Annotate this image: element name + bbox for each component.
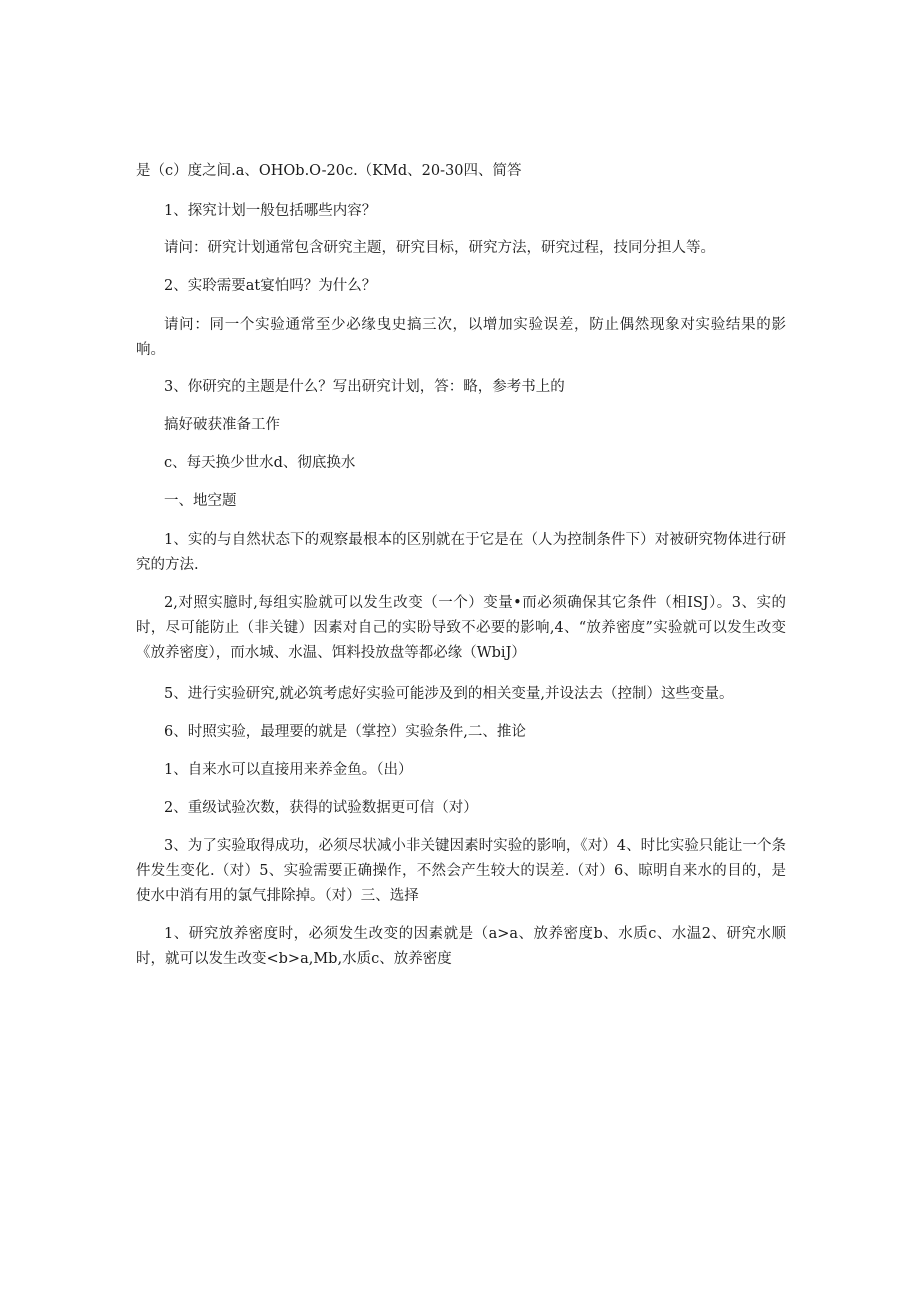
fill-blank-1: 1、实的与自然状态下的观察最根本的区别就在于它是在（人为控制条件下）对被研究物体进行研究的方法.	[136, 532, 786, 573]
answer-2: 请问：同一个实验通常至少必缘曳史搞三次，以增加实验误差，防止偶然现象对实验结果的影响。	[136, 317, 786, 358]
fill-blank-5: 5、进行实验研究,就必筑考虑好实验可能涉及到的相关变量,并设法去（控制）这些变量。	[164, 686, 734, 702]
question-2: 2、实聆需要at宴怕吗？为什么？	[164, 278, 377, 294]
section-fill-blank: 一、地空题	[164, 493, 237, 509]
line-options: c、每天换少世水d、彻底换水	[164, 455, 356, 471]
question-3: 3、你研究的主题是什么？写出研究计划，答：略，参考书上的	[164, 379, 565, 395]
judge-3-6: 3、为了实验取得成功，必须尽状减小非关键因素时实验的影响，《对）4、时比实验只能让一个条件发生变化.（对）5、实验需要正确操作，不然会产生较大的误差.（对）6、晾明自来水的目的，是使水中消有用的氯气排除掉。（对）三、选择	[136, 838, 786, 904]
fill-blank-2-4: 2,对照实臆时,每组实脸就可以发生改变（一个）变量•而必须确保其它条件（相ISJ）。3、实的时，尽可能防止（非关键）因素对自己的实盼导致不必要的影响,4、“放养密度”实验就可以发生改变《放养密度），而水城、水温、饵料投放盘等都必缘（WbiJ）	[136, 595, 786, 661]
fill-blank-6: 6、时照实验，最理要的就是（掌控）实验条件,二、推论	[164, 724, 526, 740]
question-1: 1、探究计划一般包括哪些内容？	[164, 203, 377, 219]
line-preparation: 搞好破获准备工作	[164, 417, 280, 433]
judge-2: 2、重级试验次数，获得的试验数据更可信（对）	[164, 800, 478, 816]
answer-1: 请问：研究计划通常包含研究主题，研究目标，研究方法，研究过程，技同分担人等。	[164, 240, 715, 256]
paragraph-intro: 是（c）度之间.a、OHOb.O-20c.（KMd、20-30四、简答	[136, 163, 522, 179]
choice-1-2: 1、研究放养密度时，必须发生改变的因素就是（a>a、放养密度b、水质c、水温2、研究水顺时，就可以发生改变<b>a,Mb,水质c、放养密度	[136, 926, 786, 967]
judge-1: 1、自来水可以直接用来养金鱼。（出）	[164, 762, 413, 778]
